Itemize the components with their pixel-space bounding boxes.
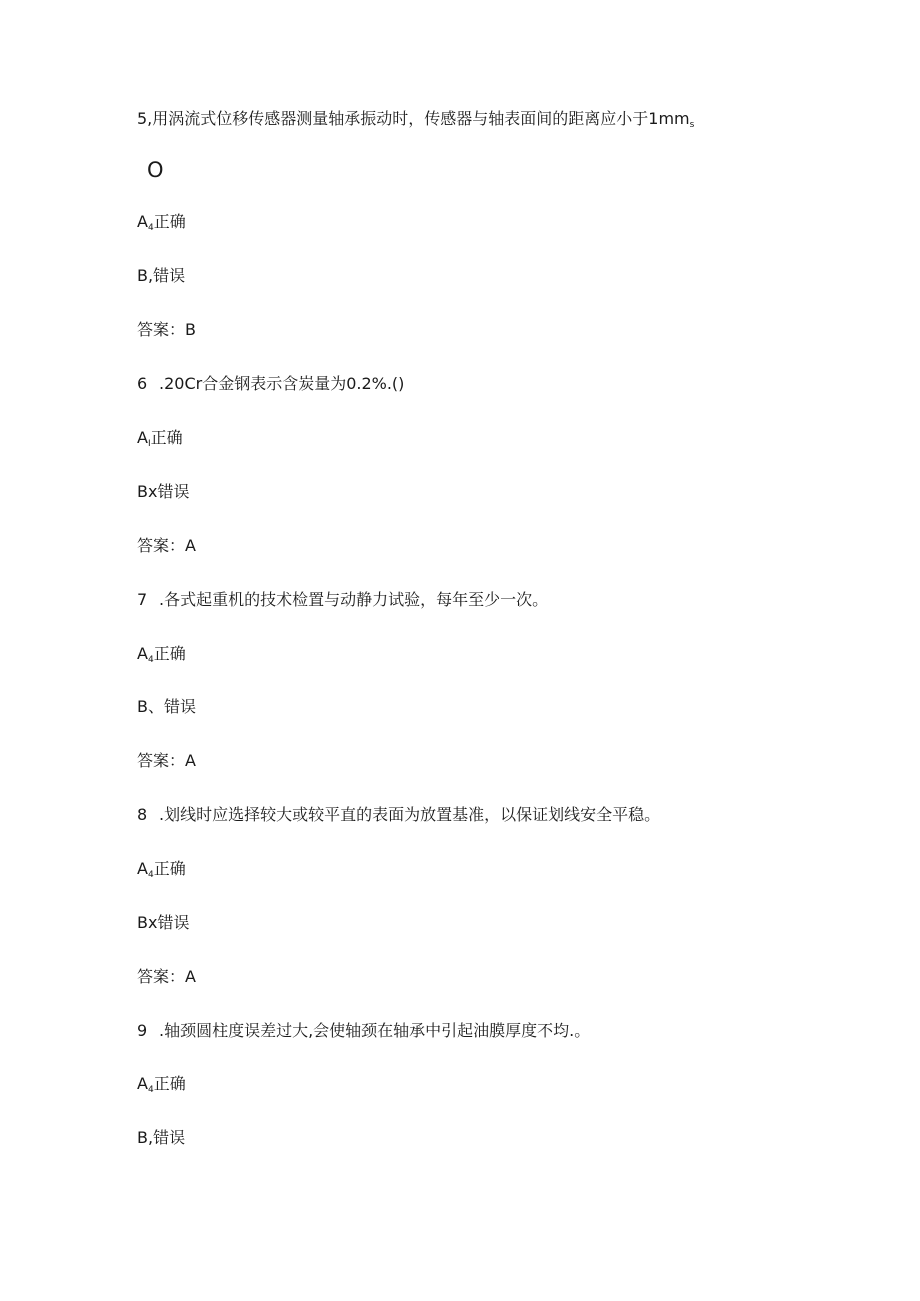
question-8-answer: 答案：A [137,967,196,986]
option-a-text: 正确 [153,212,186,231]
question-7-answer: 答案：A [137,751,196,770]
question-6-number: 6 [137,374,148,393]
option-a-text: 正确 [153,859,186,878]
option-a-sub: I [147,439,151,449]
question-9-stem [137,1021,590,1041]
question-9-number: 9 [137,1021,148,1040]
question-7-option-a [137,644,186,670]
question-8-option-b: Bx错误 [137,913,190,932]
option-a-text: 正确 [153,1074,186,1093]
question-6-stem [137,374,404,394]
question-7-option-b: B、错误 [137,697,196,716]
question-9-option-b: B,错误 [137,1128,186,1147]
question-7-stem [137,590,548,610]
question-7-number: 7 [137,590,148,609]
option-a-sub: 4 [147,655,154,665]
option-a-text: 正确 [153,644,186,663]
option-a-sub: 4 [147,223,154,233]
question-7-stem-text: .各式起重机的技术检置与动静力试验，每年至少一次。 [159,590,549,609]
question-6-option-b: Bx错误 [137,482,190,501]
option-a-sub: 4 [147,870,154,880]
question-8-number: 8 [137,805,148,824]
question-9-stem-text: .轴颈圆柱度误差过大,会使轴颈在轴承中引起油膜厚度不均.。 [159,1021,591,1040]
question-6-option-a [137,428,183,454]
question-5-option-a [137,212,186,238]
question-5-option-b: B,错误 [137,266,186,285]
option-a-text: 正确 [150,428,183,447]
question-6-answer: 答案：A [137,536,196,555]
question-5-stem-text: 5,用涡流式位移传感器测量轴承振动时，传感器与轴表面间的距离应小于1mm [137,109,690,128]
question-8-stem-text: .划线时应选择较大或较平直的表面为放置基准，以保证划线安全平稳。 [159,805,661,824]
question-6-stem-text: .20Cr合金钢表示含炭量为0.2%.() [159,374,405,393]
option-a-letter: A [137,212,148,231]
question-5-stem-tail: s [689,120,695,130]
question-5-answer: 答案：B [137,320,196,339]
option-a-letter: A [137,644,148,663]
question-5-stem [137,109,694,135]
question-8-stem [137,805,660,825]
option-a-letter: A [137,1074,148,1093]
option-a-letter: A [137,859,148,878]
question-8-option-a [137,859,186,885]
option-a-sub: 4 [147,1085,154,1095]
question-9-option-a [137,1074,186,1100]
option-a-letter: A [137,428,148,447]
question-5-blank-mark: O [147,158,164,182]
